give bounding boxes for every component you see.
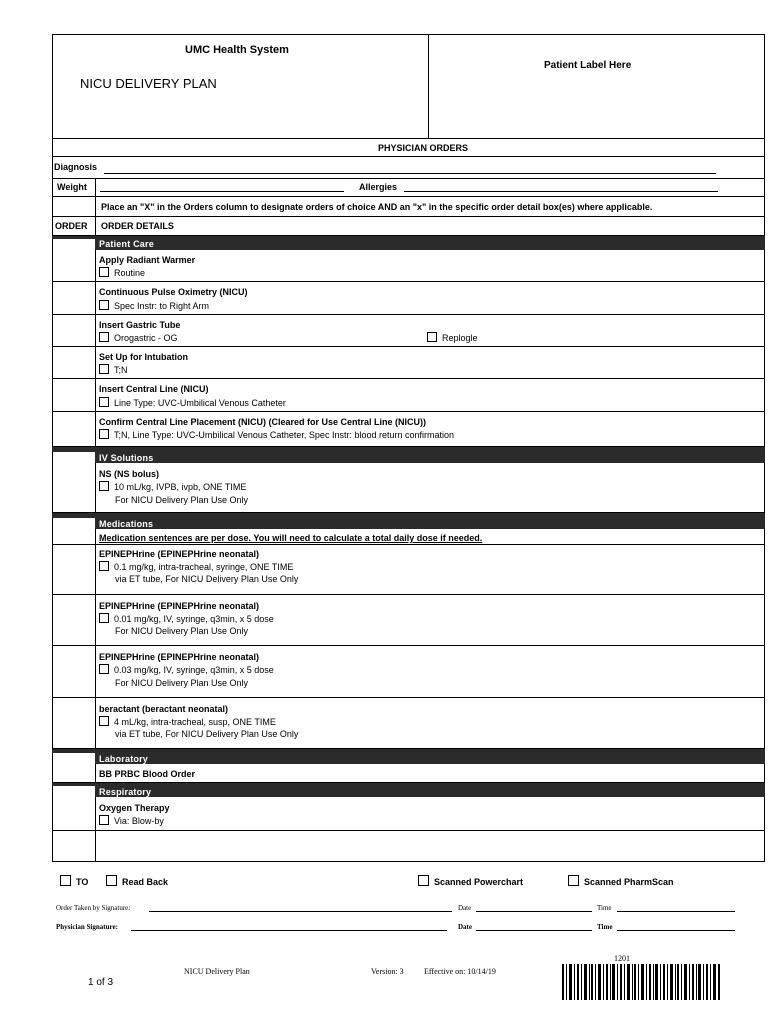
details-column-header: ORDER DETAILS	[101, 221, 174, 231]
divider	[52, 196, 765, 197]
divider	[95, 178, 96, 196]
beractant-label: 4 mL/kg, intra-tracheal, susp, ONE TIME	[114, 717, 276, 727]
intubation-checkbox[interactable]	[99, 364, 109, 374]
oxygen-title: Oxygen Therapy	[99, 803, 170, 813]
diagnosis-field[interactable]	[104, 173, 716, 174]
instruction-text: Place an "X" in the Orders column to designate orders of choice AND an "x" in the specific order detail box(es) where applicable.	[101, 202, 653, 212]
warmer-option	[99, 267, 145, 278]
allergies-field[interactable]	[404, 191, 718, 192]
divider	[52, 594, 765, 595]
divider	[52, 346, 765, 347]
gastric-option	[427, 332, 478, 343]
divider	[52, 697, 765, 698]
form-title: NICU DELIVERY PLAN	[80, 76, 217, 91]
divider	[52, 156, 765, 157]
read-back-label: Read Back	[122, 877, 169, 887]
oximetry-option	[99, 300, 209, 311]
epi2-label: 0.01 mg/kg, IV, syringe, q3min, x 5 dose	[114, 614, 274, 624]
divider	[52, 138, 765, 139]
ns-sub: For NICU Delivery Plan Use Only	[115, 495, 249, 505]
central-title: Insert Central Line (NICU)	[99, 384, 209, 394]
warmer-title: Apply Radiant Warmer	[99, 255, 196, 265]
version: Version: 3	[371, 967, 404, 976]
divider	[52, 378, 765, 379]
time-field-2[interactable]	[617, 930, 735, 931]
epi1-title: EPINEPHrine (EPINEPHrine neonatal)	[99, 549, 260, 559]
gastric-title: Insert Gastric Tube	[99, 320, 181, 330]
oxygen-checkbox[interactable]	[99, 815, 109, 825]
header-divider	[428, 34, 429, 138]
epi2-checkbox[interactable]	[99, 613, 109, 623]
oxygen-label: Via: Blow-by	[114, 816, 164, 826]
section-iv	[95, 452, 765, 463]
physician-sig-field[interactable]	[131, 930, 447, 931]
to-option	[60, 875, 88, 887]
patient-label: Patient Label Here	[544, 60, 632, 71]
epi3-checkbox[interactable]	[99, 664, 109, 674]
scanned-pharmscan-label: Scanned PharmScan	[584, 877, 674, 887]
scanned-powerchart-option	[418, 875, 523, 887]
time-label-2: Time	[597, 923, 613, 931]
divider	[52, 314, 765, 315]
date-field-1[interactable]	[476, 911, 592, 912]
scanned-pharmscan-option	[568, 875, 674, 887]
epi2-title: EPINEPHrine (EPINEPHrine neonatal)	[99, 601, 260, 611]
beractant-checkbox[interactable]	[99, 716, 109, 726]
confirm-checkbox[interactable]	[99, 429, 109, 439]
divider	[52, 830, 765, 831]
epi1-sub: via ET tube, For NICU Delivery Plan Use Only	[115, 574, 299, 584]
date-label-1: Date	[458, 904, 472, 912]
weight-field[interactable]	[100, 191, 344, 192]
oximetry-label: Spec Instr: to Right Arm	[114, 301, 210, 311]
beractant-option	[99, 716, 276, 727]
ns-option	[99, 481, 246, 492]
orders-title: PHYSICIAN ORDERS	[378, 143, 469, 153]
epi3-title: EPINEPHrine (EPINEPHrine neonatal)	[99, 652, 260, 662]
divider	[52, 281, 765, 282]
section-lab-label: Laboratory	[99, 754, 149, 764]
epi1-option	[99, 561, 293, 572]
form-name: NICU Delivery Plan	[184, 967, 250, 976]
order-taken-label: Order Taken by Signature:	[56, 904, 131, 912]
scanned-pharmscan-checkbox[interactable]	[568, 875, 579, 886]
meds-note: Medication sentences are per dose. You will need to calculate a total daily dose if needed.	[99, 533, 483, 543]
intubation-option	[99, 364, 128, 375]
effective-date: Effective on: 10/14/19	[424, 967, 496, 976]
system-name: UMC Health System	[185, 44, 289, 56]
divider	[52, 544, 765, 545]
scanned-powerchart-label: Scanned Powerchart	[434, 877, 524, 887]
section-patient-care	[95, 239, 765, 250]
page-number: 1 of 3	[88, 977, 114, 988]
blood-title: BB PRBC Blood Order	[99, 769, 196, 779]
gastric-og-checkbox[interactable]	[99, 332, 109, 342]
oxygen-option	[99, 815, 164, 826]
confirm-title: Confirm Central Line Placement (NICU) (Cleared for Use Central Line (NICU))	[99, 417, 427, 427]
time-field-1[interactable]	[617, 911, 735, 912]
confirm-label: T;N, Line Type: UVC-Umbilical Venous Catheter, Spec Instr: blood return confirmation	[114, 430, 454, 440]
central-option	[99, 397, 286, 408]
oximetry-title: Continuous Pulse Oximetry (NICU)	[99, 287, 248, 297]
epi1-checkbox[interactable]	[99, 561, 109, 571]
intubation-title: Set Up for Intubation	[99, 352, 188, 362]
diagnosis-row	[54, 162, 97, 172]
order-taken-field[interactable]	[149, 911, 452, 912]
beractant-title: beractant (beractant neonatal)	[99, 704, 229, 714]
time-label-1: Time	[597, 904, 612, 912]
divider	[52, 411, 765, 412]
central-checkbox[interactable]	[99, 397, 109, 407]
allergies-label: Allergies	[359, 182, 398, 192]
section-resp	[95, 786, 765, 797]
section-meds	[95, 518, 765, 529]
epi2-option	[99, 613, 274, 624]
barcode-number: 1201	[614, 954, 630, 963]
gastric-replogle-label: Replogle	[442, 333, 478, 343]
ns-title: NS (NS bolus)	[99, 469, 159, 479]
date-field-2[interactable]	[476, 930, 592, 931]
epi3-sub: For NICU Delivery Plan Use Only	[115, 678, 249, 688]
epi1-label: 0.1 mg/kg, intra-tracheal, syringe, ONE TIME	[114, 562, 294, 572]
to-checkbox[interactable]	[60, 875, 71, 886]
section-patient-care-label: Patient Care	[99, 239, 154, 249]
oximetry-checkbox[interactable]	[99, 300, 109, 310]
read-back-checkbox[interactable]	[106, 875, 117, 886]
to-label: TO	[76, 877, 89, 887]
read-back-option	[106, 875, 168, 887]
section-lab	[95, 753, 765, 764]
ns-label: 10 mL/kg, IVPB, ivpb, ONE TIME	[114, 482, 247, 492]
divider	[52, 216, 765, 217]
gastric-replogle-checkbox[interactable]	[427, 332, 437, 342]
ns-checkbox[interactable]	[99, 481, 109, 491]
warmer-routine-checkbox[interactable]	[99, 267, 109, 277]
gastric-og-label: Orogastric - OG	[114, 333, 178, 343]
section-iv-label: IV Solutions	[99, 453, 154, 463]
intubation-label: T;N	[114, 365, 128, 375]
barcode-icon	[562, 964, 722, 1000]
diagnosis-label: Diagnosis	[54, 162, 98, 172]
divider	[52, 645, 765, 646]
order-column-header: ORDER	[55, 221, 88, 231]
central-label: Line Type: UVC-Umbilical Venous Catheter	[114, 398, 286, 408]
epi3-option	[99, 664, 274, 675]
section-resp-label: Respiratory	[99, 787, 152, 797]
warmer-routine-label: Routine	[114, 268, 146, 278]
scanned-powerchart-checkbox[interactable]	[418, 875, 429, 886]
section-meds-label: Medications	[99, 519, 154, 529]
beractant-sub: via ET tube, For NICU Delivery Plan Use Only	[115, 729, 299, 739]
divider	[52, 178, 765, 179]
epi2-sub: For NICU Delivery Plan Use Only	[115, 626, 249, 636]
date-label-2: Date	[458, 923, 472, 931]
epi3-label: 0.03 mg/kg, IV, syringe, q3min, x 5 dose	[114, 665, 274, 675]
physician-sig-label: Physician Signature:	[56, 923, 118, 931]
gastric-option	[99, 332, 178, 343]
weight-label: Weight	[57, 182, 87, 192]
confirm-option	[99, 429, 454, 440]
